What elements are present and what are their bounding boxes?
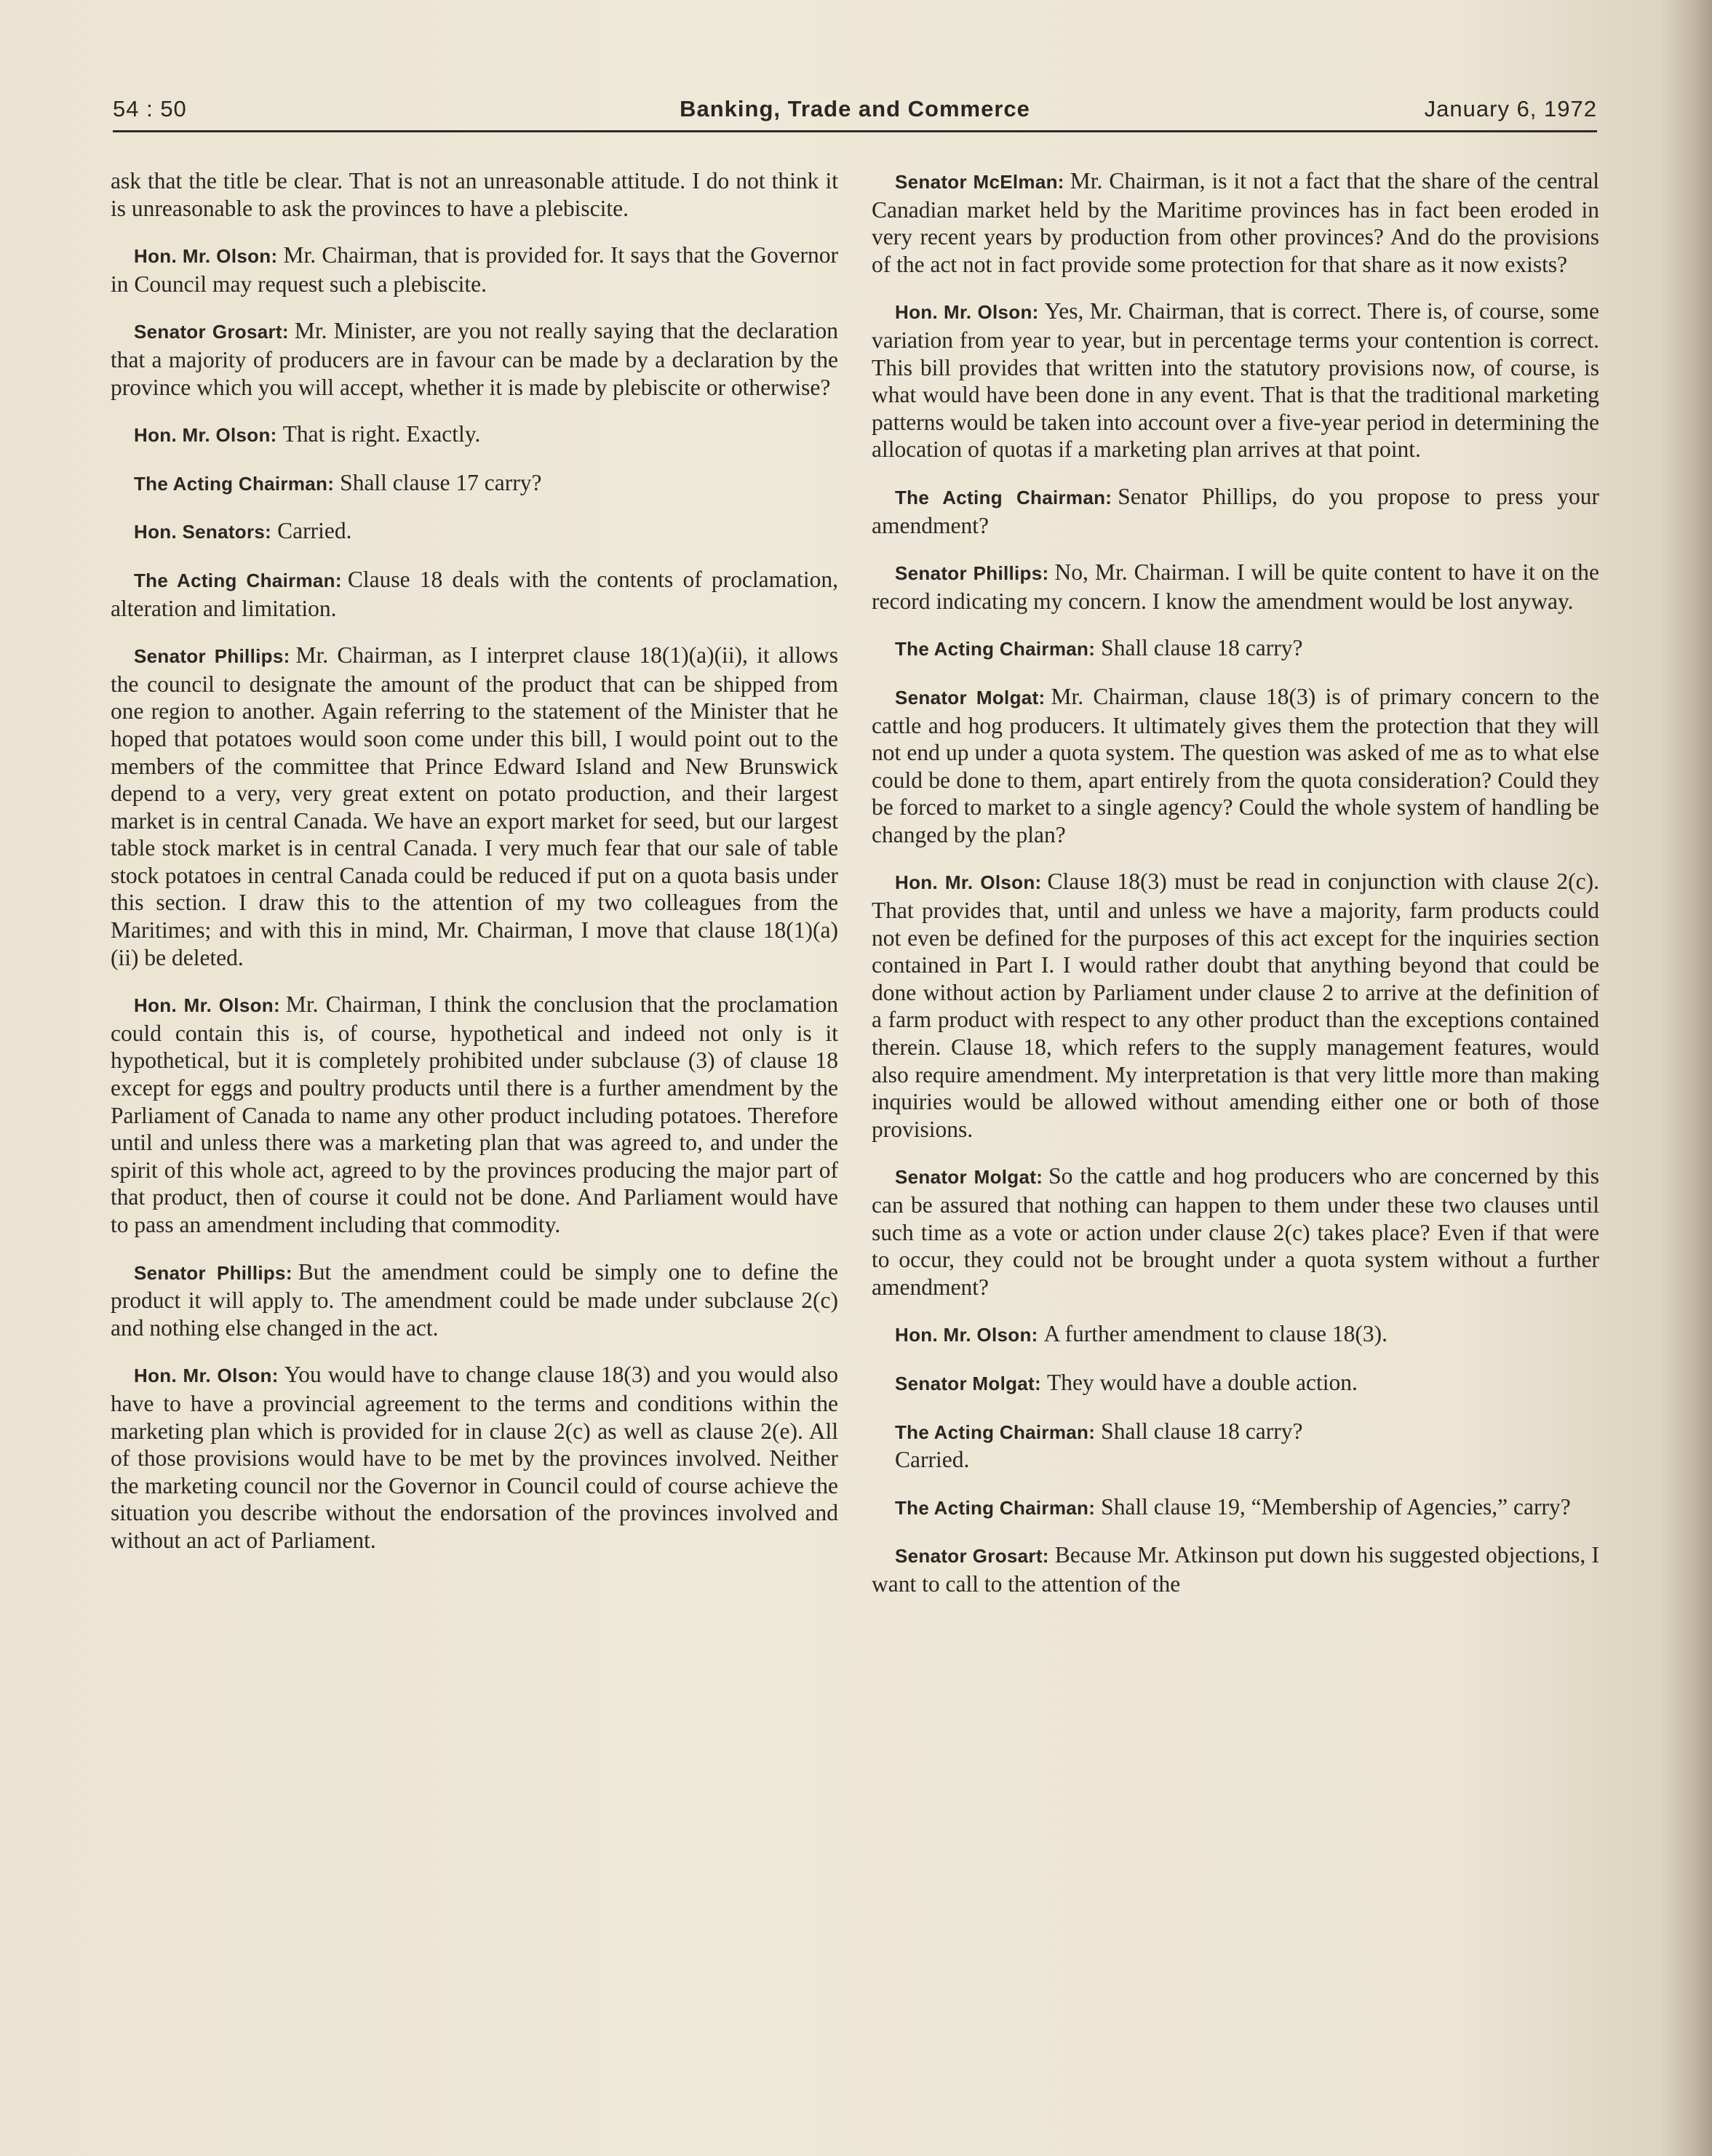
speaker-name: Senator Phillips:: [134, 645, 290, 668]
paragraph: [872, 559, 1599, 615]
paragraph: [111, 241, 838, 298]
speaker-name: The Acting Chairman:: [895, 1496, 1096, 1519]
speaker-name: The Acting Chairman:: [895, 638, 1096, 660]
paragraph-text: Shall clause 18 carry?: [1101, 1418, 1303, 1444]
paragraph-text: Shall clause 18 carry?: [1101, 635, 1303, 661]
speaker-name: The Acting Chairman:: [895, 486, 1112, 508]
paragraph: [111, 517, 838, 546]
speaker-name: Hon. Mr. Olson:: [895, 871, 1042, 894]
publication-title: Banking, Trade and Commerce: [680, 96, 1030, 121]
speaker-name: Hon. Mr. Olson:: [895, 1324, 1038, 1346]
paragraph: [872, 298, 1599, 463]
paragraph: [872, 1493, 1599, 1522]
speaker-name: Senator Phillips:: [134, 1261, 292, 1284]
paragraph: [111, 167, 838, 222]
speaker-name: Senator McElman:: [895, 171, 1064, 193]
speaker-name: Senator Molgat:: [895, 1372, 1041, 1394]
speaker-name: Hon. Mr. Olson:: [134, 424, 277, 447]
paragraph-text: A further amendment to clause 18(3).: [1043, 1321, 1387, 1347]
paragraph: [872, 1418, 1599, 1474]
paragraph-text: Yes, Mr. Chairman, that is correct. There is, of course, some variation from year to year, but in percentage terms your contention is correct. This bill provides that written into the statutory provisions now, of course, is what would have been done in any event. That is that the traditional marketing patterns would be taken into account over a five-year period in determining the allocation of quotas if a marketing plan arrives at that point.: [872, 298, 1599, 463]
paragraph: [872, 483, 1599, 539]
paragraph: [111, 642, 838, 971]
paragraph-text: You would have to change clause 18(3) and you would also have to have a provincial agreement to the terms and conditions within the marketing plan which is provided for in clause 2(c) as well as clause 2(e). All of those provisions would have to be met by the provinces involved. Neither the marketing council nor the Governor in Council could of course achieve the situation you describe without the endorsation of the provinces involved and without an act of Parliament.: [111, 1362, 838, 1553]
paragraph: [872, 1541, 1599, 1597]
paragraph: [111, 469, 838, 498]
paragraph-text: Shall clause 19, “Membership of Agencies,” carry?: [1101, 1493, 1571, 1520]
speaker-name: Senator Molgat:: [895, 686, 1046, 708]
paragraph-text: Clause 18(3) must be read in conjunction with clause 2(c). That provides that, until and unless we have a majority, farm products could not even be defined for the purposes of this act except for the inquiries section contained in Part I. I would rather doubt that anything beyond that could be done without action by Parliament under clause 2 to arrive at the definition of a farm product with respect to any other product than the exceptions contained therein. Clause 18, which refers to the supply management features, would also require amendment. My interpretation is that very little more than making inquiries would be allowed without amending either one or both of those provisions.: [872, 869, 1600, 1142]
paragraph: [872, 1369, 1599, 1398]
paragraph-text: Shall clause 17 carry?: [340, 469, 542, 495]
speaker-name: Senator Grosart:: [134, 321, 289, 343]
speaker-name: The Acting Chairman:: [134, 569, 342, 591]
paragraph: [111, 991, 838, 1238]
paragraph-text: Clause 18 deals with the contents of proclamation, alteration and limitation.: [111, 566, 838, 621]
paragraph: [111, 317, 838, 401]
page-header: [113, 96, 1597, 132]
paragraph-text: Mr. Chairman, clause 18(3) is of primary concern to the cattle and hog producers. It ultimately gives them the protection that they will not end up under a quota system. The question was asked of me as to what else could be done to them, apart entirely from the quota consideration? Could they be forced to market to a single agency? Could the whole system of handling be changed by the plan?: [872, 683, 1599, 847]
paragraph-text: Mr. Chairman, is it not a fact that the share of the central Canadian market held by the Maritime provinces has in fact been eroded in very recent years by production from other provinces? And do the provisions of the act not in fact provide some protection for that share as it now exists?: [872, 168, 1599, 277]
speaker-name: Hon. Senators:: [134, 521, 272, 543]
speaker-name: Senator Molgat:: [895, 1166, 1043, 1189]
paragraph-text: Because Mr. Atkinson put down his suggested objections, I want to call to the attention of the: [872, 1542, 1600, 1597]
paragraph-text: But the amendment could be simply one to define the product it will apply to. The amendment could be made under subclause 2(c) and nothing else changed in the act.: [111, 1258, 839, 1341]
page-number: 54 : 50: [113, 96, 187, 121]
paragraph: [872, 868, 1599, 1143]
paragraph-text: Carried.: [277, 518, 352, 544]
paragraph-text: Mr. Chairman, that is provided for. It says that the Governor in Council may request such a plebiscite.: [111, 242, 839, 297]
speaker-name: Senator Grosart:: [895, 1545, 1049, 1568]
book-spine-shadow: [1661, 0, 1712, 2156]
paragraph-text: They would have a double action.: [1046, 1369, 1358, 1395]
paragraph-text: Senator Phillips, do you propose to press your amendment?: [872, 483, 1599, 538]
paragraph-text: Mr. Chairman, I think the conclusion that the proclamation could contain this is, of course, hypothetical and indeed not only is it hypothetical, but it is completely prohibited under subclause (3) of clause 18 except for eggs and poultry products until there is a further amendment by the Parliament of Canada to name any other product including potatoes. Therefore until and unless there was a marketing plan that was agreed to, and under the spirit of this whole act, agreed to by the provinces producing the major part of that product, then of course it could not be done. And Parliament would have to pass an amendment including that commodity.: [111, 991, 838, 1237]
paragraph: [872, 634, 1599, 663]
paragraph-text: That is right. Exactly.: [282, 421, 481, 447]
speaker-name: Hon. Mr. Olson:: [134, 1365, 279, 1387]
paragraph: [872, 683, 1599, 849]
paragraph: [111, 1258, 838, 1342]
paragraph: [111, 420, 838, 450]
header-rule: [113, 130, 1597, 132]
paragraph-text: Mr. Minister, are you not really saying that the declaration that a majority of producers are in favour can be made by a declaration by the province which you will accept, whether it is made by plebiscite or otherwise?: [111, 318, 839, 400]
paragraph: [111, 566, 838, 622]
page-date: January 6, 1972: [1424, 96, 1597, 121]
speaker-name: Senator Phillips:: [895, 562, 1049, 585]
right-column: [872, 167, 1599, 1618]
paragraph-text: So the cattle and hog producers who are concerned by this can be assured that nothing can happen to them under these two clauses until such time as a vote or action under clause 2(c) takes place? Even if that were to occur, they could not be brought under a quota system without a further amendment?: [872, 1163, 1599, 1300]
speaker-name: The Acting Chairman:: [895, 1421, 1096, 1443]
speaker-name: Hon. Mr. Olson:: [134, 994, 280, 1017]
speaker-name: Hon. Mr. Olson:: [134, 245, 278, 268]
paragraph-text: Mr. Chairman, as I interpret clause 18(1)(a)(ii), it allows the council to designate the amount of the product that can be shipped from one region to another. Again referring to the statement of the Minister that he hoped that potatoes would soon come under this bill, I would point out to the members of the committee that Prince Edward Island and New Brunswick depend to a very, very great extent on potato production, and their largest market is in central Canada. We have an export market for seed, but our largest table stock market is in central Canada. I very much fear that our sale of table stock potatoes in central Canada could be reduced if put on a quota basis under this section. I draw this to the attention of my two colleagues from the Maritimes; and with this in mind, Mr. Chairman, I move that clause 18(1)(a)(ii) be deleted.: [111, 642, 839, 970]
speaker-name: Hon. Mr. Olson:: [895, 301, 1039, 324]
paragraph: [872, 167, 1599, 278]
paragraph-text: No, Mr. Chairman. I will be quite content to have it on the record indicating my concern. I know the amendment would be lost anyway.: [872, 559, 1599, 614]
left-column: [111, 167, 838, 1574]
speaker-name: The Acting Chairman:: [134, 472, 335, 495]
paragraph: [111, 1361, 838, 1554]
paragraph: [872, 1320, 1599, 1349]
paragraph: [872, 1162, 1599, 1301]
paragraph-continuation: Carried.: [895, 1447, 970, 1473]
paragraph-text: ask that the title be clear. That is not an unreasonable attitude. I do not think it is unreasonable to ask the provinces to have a plebiscite.: [111, 168, 838, 221]
